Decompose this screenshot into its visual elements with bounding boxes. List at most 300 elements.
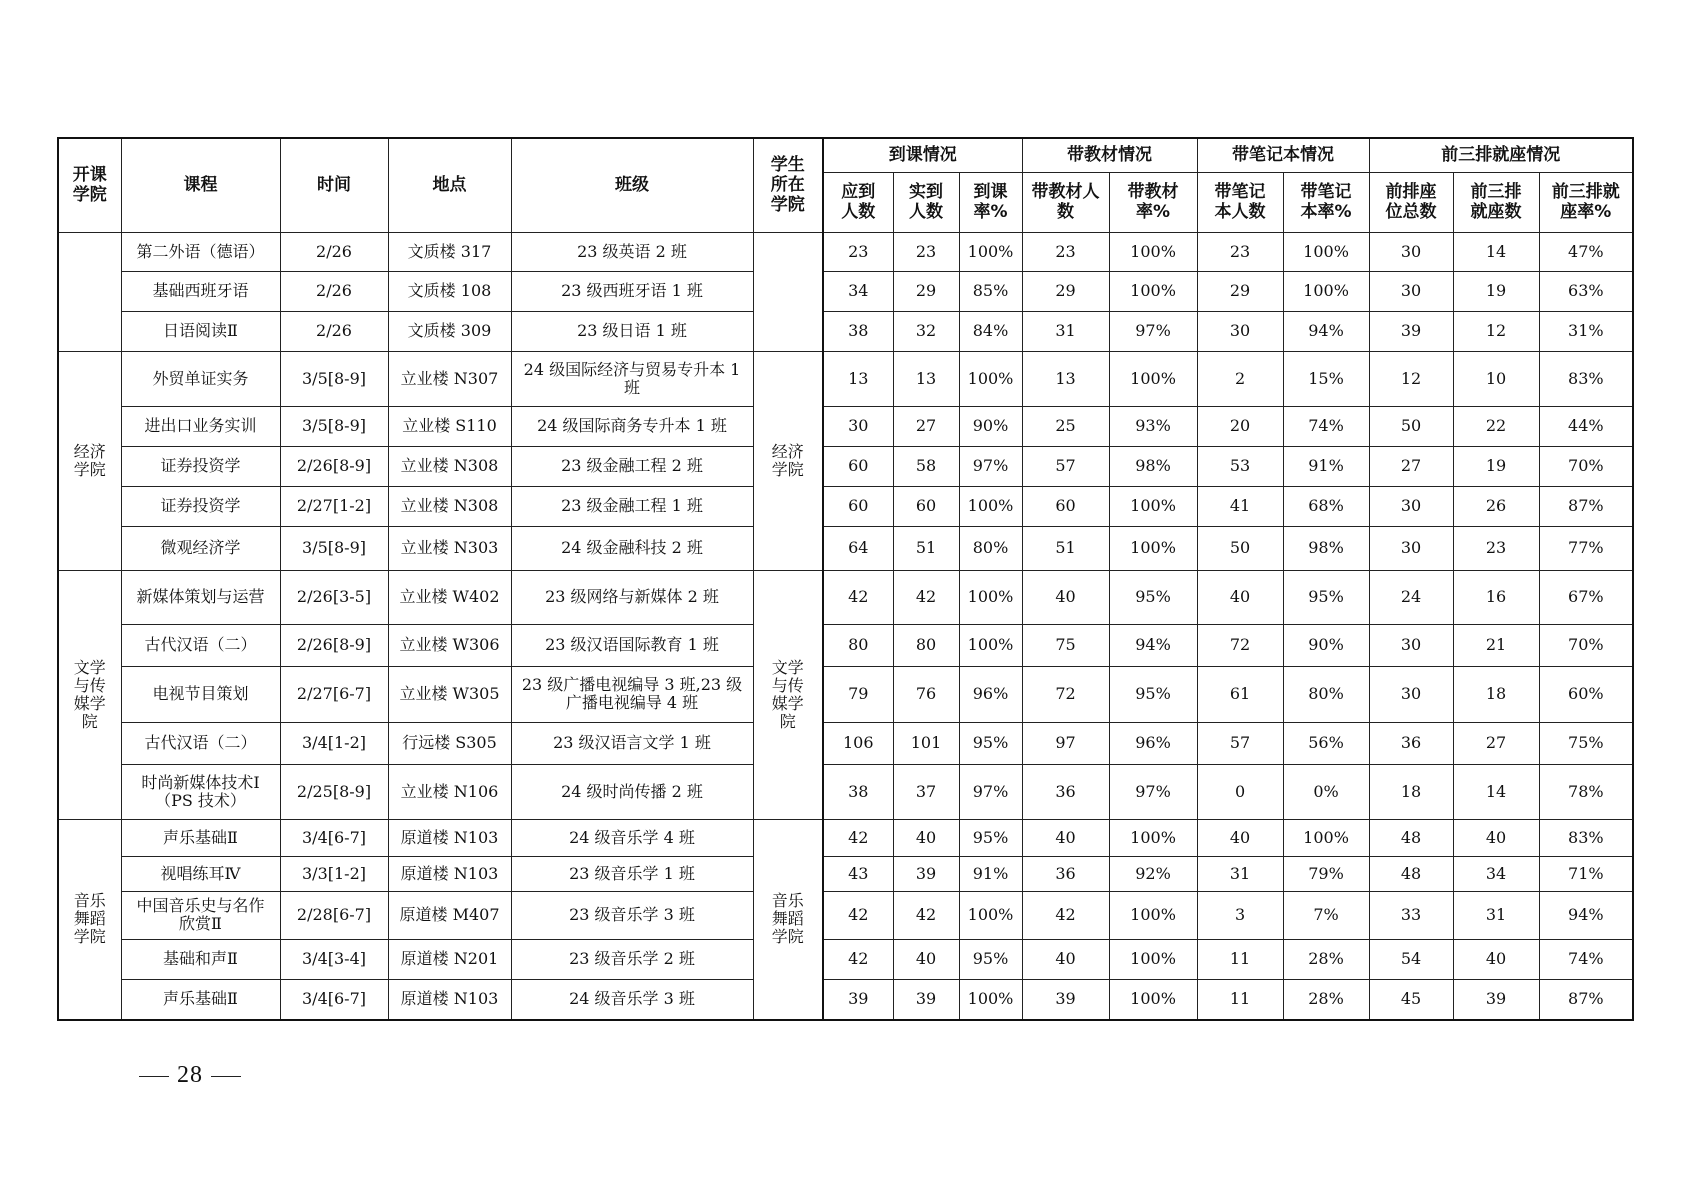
cell-place: 立业楼 W402	[388, 570, 511, 624]
cell-actual: 40	[893, 819, 959, 856]
cell-attend-rate: 95%	[959, 939, 1022, 979]
cell-front-seats: 24	[1369, 570, 1453, 624]
cell-textbook-count: 29	[1022, 271, 1109, 311]
cell-student-college: 音乐舞蹈学院	[753, 819, 823, 1020]
cell-front-count: 22	[1453, 406, 1539, 446]
cell-expected: 64	[823, 526, 893, 570]
cell-course: 电视节目策划	[121, 666, 280, 722]
cell-course: 视唱练耳Ⅳ	[121, 856, 280, 891]
cell-textbook-count: 42	[1022, 891, 1109, 939]
cell-time: 3/5[8-9]	[280, 351, 388, 406]
cell-time: 2/26	[280, 232, 388, 271]
cell-place: 原道楼 N103	[388, 819, 511, 856]
cell-textbook-rate: 100%	[1109, 351, 1197, 406]
cell-expected: 60	[823, 486, 893, 526]
cell-front-rate: 83%	[1539, 351, 1633, 406]
cell-front-rate: 47%	[1539, 232, 1633, 271]
cell-textbook-rate: 100%	[1109, 486, 1197, 526]
cell-notebook-count: 20	[1197, 406, 1283, 446]
cell-place: 立业楼 N307	[388, 351, 511, 406]
cell-front-rate: 74%	[1539, 939, 1633, 979]
cell-notebook-rate: 91%	[1283, 446, 1369, 486]
cell-textbook-rate: 98%	[1109, 446, 1197, 486]
cell-front-seats: 39	[1369, 311, 1453, 351]
cell-textbook-count: 97	[1022, 722, 1109, 764]
cell-student-college: 经济学院	[753, 351, 823, 570]
cell-front-seats: 48	[1369, 856, 1453, 891]
cell-time: 3/5[8-9]	[280, 526, 388, 570]
cell-front-rate: 94%	[1539, 891, 1633, 939]
cell-time: 3/3[1-2]	[280, 856, 388, 891]
cell-front-count: 14	[1453, 232, 1539, 271]
cell-place: 立业楼 N106	[388, 764, 511, 819]
cell-attend-rate: 97%	[959, 764, 1022, 819]
cell-textbook-rate: 96%	[1109, 722, 1197, 764]
cell-textbook-rate: 97%	[1109, 764, 1197, 819]
cell-textbook-rate: 100%	[1109, 232, 1197, 271]
cell-time: 3/4[3-4]	[280, 939, 388, 979]
cell-time: 3/5[8-9]	[280, 406, 388, 446]
table-row	[58, 570, 1633, 624]
page-number-text: 28	[177, 1062, 203, 1088]
cell-attend-rate: 96%	[959, 666, 1022, 722]
cell-front-count: 40	[1453, 939, 1539, 979]
cell-course: 外贸单证实务	[121, 351, 280, 406]
cell-course: 古代汉语（二）	[121, 624, 280, 666]
table-row	[58, 526, 1633, 570]
cell-front-seats: 30	[1369, 271, 1453, 311]
cell-notebook-rate: 100%	[1283, 232, 1369, 271]
header-time: 时间	[280, 138, 388, 232]
cell-front-rate: 71%	[1539, 856, 1633, 891]
cell-place: 行远楼 S305	[388, 722, 511, 764]
cell-textbook-count: 72	[1022, 666, 1109, 722]
cell-time: 3/4[6-7]	[280, 819, 388, 856]
cell-time: 3/4[1-2]	[280, 722, 388, 764]
cell-front-rate: 87%	[1539, 979, 1633, 1020]
cell-time: 3/4[6-7]	[280, 979, 388, 1020]
cell-actual: 23	[893, 232, 959, 271]
cell-front-count: 19	[1453, 446, 1539, 486]
cell-attend-rate: 100%	[959, 232, 1022, 271]
cell-expected: 13	[823, 351, 893, 406]
cell-front-seats: 12	[1369, 351, 1453, 406]
cell-notebook-count: 30	[1197, 311, 1283, 351]
cell-attend-rate: 91%	[959, 856, 1022, 891]
table-row	[58, 939, 1633, 979]
cell-time: 2/26[8-9]	[280, 624, 388, 666]
cell-front-seats: 30	[1369, 526, 1453, 570]
cell-textbook-rate: 100%	[1109, 819, 1197, 856]
cell-actual: 13	[893, 351, 959, 406]
cell-time: 2/25[8-9]	[280, 764, 388, 819]
cell-front-seats: 30	[1369, 666, 1453, 722]
cell-notebook-rate: 28%	[1283, 939, 1369, 979]
cell-time: 2/26[3-5]	[280, 570, 388, 624]
cell-textbook-count: 25	[1022, 406, 1109, 446]
header-college: 开课学院	[58, 138, 121, 232]
cell-place: 立业楼 S110	[388, 406, 511, 446]
cell-textbook-count: 51	[1022, 526, 1109, 570]
cell-place: 立业楼 N308	[388, 446, 511, 486]
cell-textbook-rate: 100%	[1109, 979, 1197, 1020]
cell-textbook-count: 60	[1022, 486, 1109, 526]
table-body	[58, 232, 1633, 1020]
cell-attend-rate: 95%	[959, 819, 1022, 856]
cell-course: 新媒体策划与运营	[121, 570, 280, 624]
cell-actual: 51	[893, 526, 959, 570]
cell-place: 立业楼 W306	[388, 624, 511, 666]
cell-time: 2/27[1-2]	[280, 486, 388, 526]
cell-expected: 42	[823, 891, 893, 939]
cell-time: 2/26	[280, 311, 388, 351]
cell-notebook-rate: 94%	[1283, 311, 1369, 351]
cell-actual: 39	[893, 979, 959, 1020]
cell-expected: 34	[823, 271, 893, 311]
header-expected: 应到人数	[823, 172, 893, 232]
cell-notebook-count: 0	[1197, 764, 1283, 819]
cell-textbook-rate: 100%	[1109, 526, 1197, 570]
cell-front-seats: 50	[1369, 406, 1453, 446]
cell-attend-rate: 100%	[959, 351, 1022, 406]
cell-textbook-rate: 95%	[1109, 666, 1197, 722]
cell-notebook-count: 11	[1197, 979, 1283, 1020]
cell-front-seats: 36	[1369, 722, 1453, 764]
page-number-dash-left	[139, 1076, 169, 1077]
cell-course: 日语阅读Ⅱ	[121, 311, 280, 351]
cell-textbook-rate: 100%	[1109, 939, 1197, 979]
header-notebook-count: 带笔记本人数	[1197, 172, 1283, 232]
cell-class: 23 级金融工程 2 班	[511, 446, 753, 486]
cell-front-seats: 30	[1369, 624, 1453, 666]
cell-textbook-count: 40	[1022, 939, 1109, 979]
cell-class: 23 级广播电视编导 3 班,23 级广播电视编导 4 班	[511, 666, 753, 722]
cell-course: 进出口业务实训	[121, 406, 280, 446]
header-class: 班级	[511, 138, 753, 232]
cell-student-college	[753, 232, 823, 351]
cell-actual: 80	[893, 624, 959, 666]
cell-time: 2/28[6-7]	[280, 891, 388, 939]
cell-course: 声乐基础Ⅱ	[121, 979, 280, 1020]
cell-time: 2/26	[280, 271, 388, 311]
header-textbook: 带教材情况	[1022, 138, 1197, 172]
header-front-count: 前三排就座数	[1453, 172, 1539, 232]
cell-place: 立业楼 N308	[388, 486, 511, 526]
cell-place: 原道楼 N103	[388, 979, 511, 1020]
cell-front-count: 14	[1453, 764, 1539, 819]
header-attendance: 到课情况	[823, 138, 1022, 172]
cell-notebook-count: 40	[1197, 570, 1283, 624]
cell-notebook-rate: 95%	[1283, 570, 1369, 624]
cell-front-count: 31	[1453, 891, 1539, 939]
header-attend-rate: 到课率%	[959, 172, 1022, 232]
cell-actual: 42	[893, 570, 959, 624]
cell-front-count: 21	[1453, 624, 1539, 666]
cell-front-count: 26	[1453, 486, 1539, 526]
cell-front-count: 18	[1453, 666, 1539, 722]
cell-notebook-count: 57	[1197, 722, 1283, 764]
cell-course: 第二外语（德语）	[121, 232, 280, 271]
cell-expected: 23	[823, 232, 893, 271]
cell-expected: 43	[823, 856, 893, 891]
cell-course: 声乐基础Ⅱ	[121, 819, 280, 856]
cell-attend-rate: 100%	[959, 624, 1022, 666]
cell-textbook-rate: 95%	[1109, 570, 1197, 624]
cell-place: 原道楼 N201	[388, 939, 511, 979]
cell-time: 2/27[6-7]	[280, 666, 388, 722]
cell-notebook-count: 2	[1197, 351, 1283, 406]
cell-time: 2/26[8-9]	[280, 446, 388, 486]
cell-expected: 38	[823, 764, 893, 819]
cell-front-rate: 70%	[1539, 446, 1633, 486]
cell-class: 24 级音乐学 3 班	[511, 979, 753, 1020]
cell-front-count: 40	[1453, 819, 1539, 856]
header-front-seats: 前排座位总数	[1369, 172, 1453, 232]
cell-textbook-count: 13	[1022, 351, 1109, 406]
cell-class: 23 级英语 2 班	[511, 232, 753, 271]
cell-expected: 39	[823, 979, 893, 1020]
header-textbook-rate: 带教材率%	[1109, 172, 1197, 232]
cell-actual: 39	[893, 856, 959, 891]
cell-course: 证券投资学	[121, 486, 280, 526]
cell-front-count: 23	[1453, 526, 1539, 570]
cell-front-count: 19	[1453, 271, 1539, 311]
cell-class: 23 级金融工程 1 班	[511, 486, 753, 526]
cell-notebook-count: 41	[1197, 486, 1283, 526]
cell-notebook-count: 3	[1197, 891, 1283, 939]
cell-notebook-count: 72	[1197, 624, 1283, 666]
header-front: 前三排就座情况	[1369, 138, 1633, 172]
table-row	[58, 624, 1633, 666]
cell-notebook-rate: 90%	[1283, 624, 1369, 666]
cell-course: 时尚新媒体技术Ⅰ（PS 技术）	[121, 764, 280, 819]
table-row	[58, 351, 1633, 406]
cell-front-rate: 63%	[1539, 271, 1633, 311]
cell-textbook-rate: 100%	[1109, 891, 1197, 939]
cell-notebook-rate: 74%	[1283, 406, 1369, 446]
cell-notebook-rate: 28%	[1283, 979, 1369, 1020]
cell-attend-rate: 90%	[959, 406, 1022, 446]
header-place: 地点	[388, 138, 511, 232]
cell-attend-rate: 100%	[959, 979, 1022, 1020]
header-notebook-rate: 带笔记本率%	[1283, 172, 1369, 232]
cell-class: 24 级音乐学 4 班	[511, 819, 753, 856]
cell-class: 23 级网络与新媒体 2 班	[511, 570, 753, 624]
cell-front-count: 10	[1453, 351, 1539, 406]
cell-textbook-rate: 92%	[1109, 856, 1197, 891]
cell-place: 文质楼 108	[388, 271, 511, 311]
cell-textbook-count: 40	[1022, 570, 1109, 624]
header-notebook: 带笔记本情况	[1197, 138, 1369, 172]
cell-course: 中国音乐史与名作欣赏Ⅱ	[121, 891, 280, 939]
cell-textbook-count: 36	[1022, 764, 1109, 819]
cell-textbook-count: 36	[1022, 856, 1109, 891]
cell-notebook-count: 23	[1197, 232, 1283, 271]
cell-notebook-rate: 100%	[1283, 819, 1369, 856]
cell-textbook-count: 57	[1022, 446, 1109, 486]
cell-notebook-count: 40	[1197, 819, 1283, 856]
cell-front-rate: 87%	[1539, 486, 1633, 526]
cell-attend-rate: 100%	[959, 891, 1022, 939]
cell-notebook-count: 50	[1197, 526, 1283, 570]
cell-front-count: 34	[1453, 856, 1539, 891]
cell-textbook-count: 40	[1022, 819, 1109, 856]
cell-expected: 38	[823, 311, 893, 351]
cell-class: 23 级日语 1 班	[511, 311, 753, 351]
cell-front-seats: 27	[1369, 446, 1453, 486]
cell-class: 23 级汉语国际教育 1 班	[511, 624, 753, 666]
cell-class: 24 级国际商务专升本 1 班	[511, 406, 753, 446]
cell-attend-rate: 85%	[959, 271, 1022, 311]
table-row	[58, 722, 1633, 764]
cell-place: 原道楼 M407	[388, 891, 511, 939]
inspection-table	[57, 137, 1634, 1021]
table-row	[58, 486, 1633, 526]
cell-course: 微观经济学	[121, 526, 280, 570]
header-actual: 实到人数	[893, 172, 959, 232]
cell-expected: 60	[823, 446, 893, 486]
cell-notebook-rate: 68%	[1283, 486, 1369, 526]
header-course: 课程	[121, 138, 280, 232]
cell-actual: 76	[893, 666, 959, 722]
cell-class: 23 级西班牙语 1 班	[511, 271, 753, 311]
cell-notebook-count: 61	[1197, 666, 1283, 722]
table-row	[58, 979, 1633, 1020]
cell-front-count: 27	[1453, 722, 1539, 764]
table-row	[58, 311, 1633, 351]
cell-front-rate: 77%	[1539, 526, 1633, 570]
cell-attend-rate: 97%	[959, 446, 1022, 486]
table-row	[58, 819, 1633, 856]
cell-actual: 58	[893, 446, 959, 486]
cell-college: 音乐舞蹈学院	[58, 819, 121, 1020]
cell-attend-rate: 95%	[959, 722, 1022, 764]
cell-textbook-count: 75	[1022, 624, 1109, 666]
cell-front-rate: 75%	[1539, 722, 1633, 764]
cell-notebook-rate: 100%	[1283, 271, 1369, 311]
cell-actual: 40	[893, 939, 959, 979]
cell-expected: 42	[823, 939, 893, 979]
cell-notebook-count: 11	[1197, 939, 1283, 979]
cell-notebook-count: 29	[1197, 271, 1283, 311]
cell-attend-rate: 80%	[959, 526, 1022, 570]
cell-college	[58, 232, 121, 351]
cell-notebook-rate: 98%	[1283, 526, 1369, 570]
cell-place: 立业楼 W305	[388, 666, 511, 722]
cell-notebook-count: 31	[1197, 856, 1283, 891]
cell-student-college: 文学与传媒学院	[753, 570, 823, 819]
cell-actual: 29	[893, 271, 959, 311]
cell-actual: 60	[893, 486, 959, 526]
cell-textbook-rate: 97%	[1109, 311, 1197, 351]
header-textbook-count: 带教材人数	[1022, 172, 1109, 232]
cell-expected: 80	[823, 624, 893, 666]
table-row	[58, 446, 1633, 486]
cell-front-rate: 70%	[1539, 624, 1633, 666]
cell-class: 24 级时尚传播 2 班	[511, 764, 753, 819]
cell-textbook-count: 39	[1022, 979, 1109, 1020]
cell-notebook-rate: 7%	[1283, 891, 1369, 939]
cell-front-rate: 60%	[1539, 666, 1633, 722]
cell-actual: 101	[893, 722, 959, 764]
cell-textbook-rate: 100%	[1109, 271, 1197, 311]
cell-front-seats: 30	[1369, 232, 1453, 271]
cell-expected: 42	[823, 819, 893, 856]
page-number-dash-right	[211, 1076, 241, 1077]
cell-college: 文学与传媒学院	[58, 570, 121, 819]
cell-attend-rate: 84%	[959, 311, 1022, 351]
cell-front-rate: 67%	[1539, 570, 1633, 624]
cell-class: 24 级国际经济与贸易专升本 1 班	[511, 351, 753, 406]
cell-textbook-count: 23	[1022, 232, 1109, 271]
cell-textbook-rate: 93%	[1109, 406, 1197, 446]
cell-course: 证券投资学	[121, 446, 280, 486]
cell-front-rate: 83%	[1539, 819, 1633, 856]
cell-front-count: 16	[1453, 570, 1539, 624]
cell-expected: 42	[823, 570, 893, 624]
cell-course: 古代汉语（二）	[121, 722, 280, 764]
cell-front-seats: 30	[1369, 486, 1453, 526]
cell-expected: 79	[823, 666, 893, 722]
cell-front-seats: 48	[1369, 819, 1453, 856]
cell-notebook-rate: 15%	[1283, 351, 1369, 406]
cell-front-count: 39	[1453, 979, 1539, 1020]
cell-front-rate: 78%	[1539, 764, 1633, 819]
cell-textbook-rate: 94%	[1109, 624, 1197, 666]
cell-front-seats: 18	[1369, 764, 1453, 819]
cell-textbook-count: 31	[1022, 311, 1109, 351]
cell-front-seats: 54	[1369, 939, 1453, 979]
cell-place: 原道楼 N103	[388, 856, 511, 891]
cell-front-seats: 45	[1369, 979, 1453, 1020]
cell-expected: 106	[823, 722, 893, 764]
cell-notebook-rate: 56%	[1283, 722, 1369, 764]
cell-course: 基础西班牙语	[121, 271, 280, 311]
cell-actual: 42	[893, 891, 959, 939]
cell-place: 文质楼 309	[388, 311, 511, 351]
table-row	[58, 764, 1633, 819]
table-row	[58, 232, 1633, 271]
cell-front-count: 12	[1453, 311, 1539, 351]
header-student-college: 学生所在学院	[753, 138, 823, 232]
table-row	[58, 891, 1633, 939]
cell-attend-rate: 100%	[959, 486, 1022, 526]
cell-notebook-rate: 79%	[1283, 856, 1369, 891]
cell-front-rate: 44%	[1539, 406, 1633, 446]
cell-course: 基础和声Ⅱ	[121, 939, 280, 979]
table-row	[58, 856, 1633, 891]
cell-class: 23 级音乐学 2 班	[511, 939, 753, 979]
cell-actual: 32	[893, 311, 959, 351]
cell-place: 文质楼 317	[388, 232, 511, 271]
cell-notebook-rate: 80%	[1283, 666, 1369, 722]
table-row	[58, 271, 1633, 311]
table-row	[58, 666, 1633, 722]
cell-actual: 27	[893, 406, 959, 446]
cell-front-rate: 31%	[1539, 311, 1633, 351]
cell-attend-rate: 100%	[959, 570, 1022, 624]
cell-class: 23 级音乐学 1 班	[511, 856, 753, 891]
cell-place: 立业楼 N303	[388, 526, 511, 570]
table-row	[58, 406, 1633, 446]
cell-class: 23 级汉语言文学 1 班	[511, 722, 753, 764]
cell-front-seats: 33	[1369, 891, 1453, 939]
cell-college: 经济学院	[58, 351, 121, 570]
header-front-rate: 前三排就座率%	[1539, 172, 1633, 232]
page-number	[131, 1062, 249, 1089]
cell-expected: 30	[823, 406, 893, 446]
cell-notebook-count: 53	[1197, 446, 1283, 486]
